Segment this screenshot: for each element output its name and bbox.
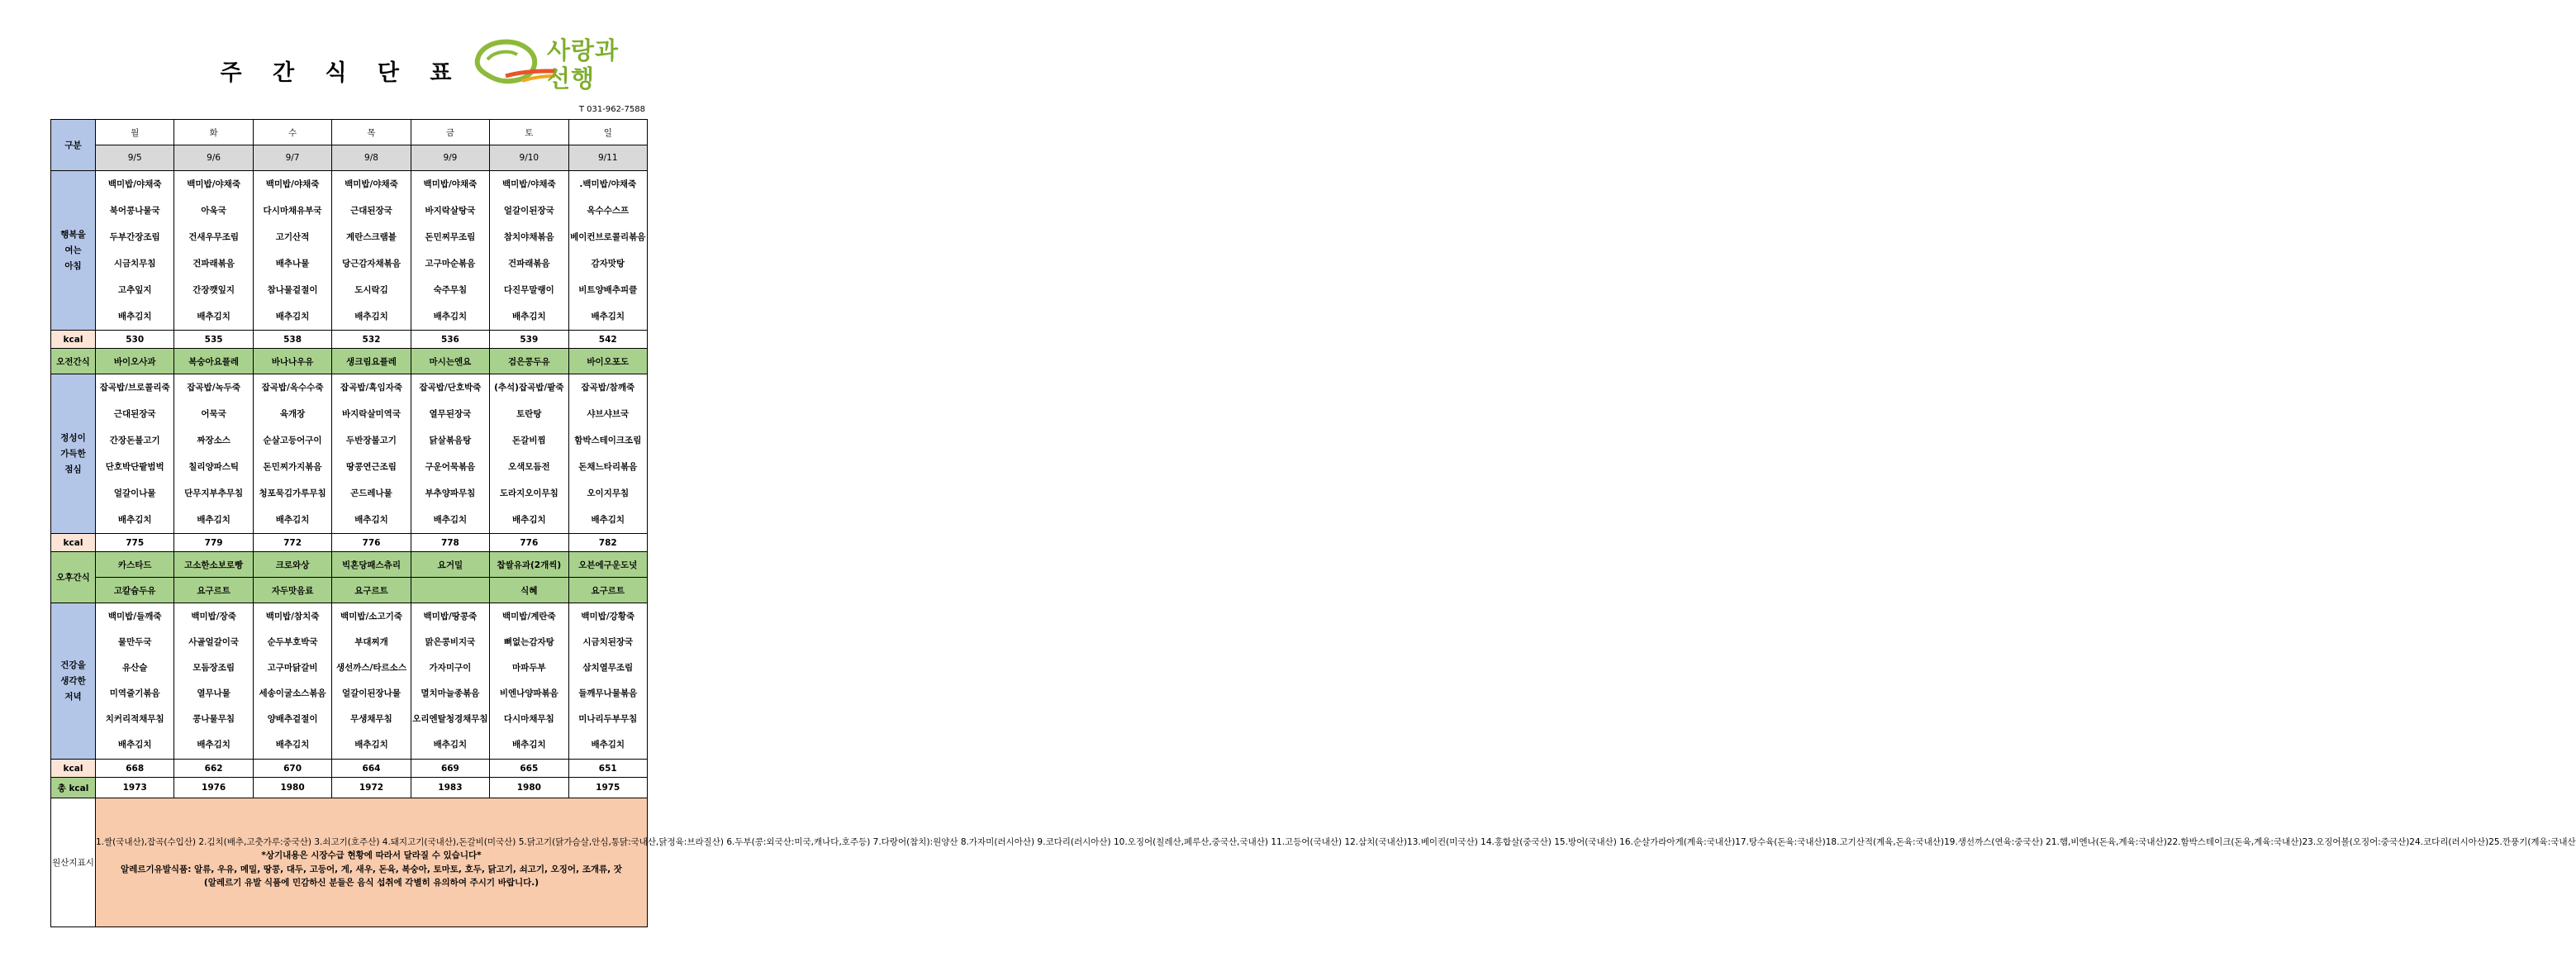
lunch-day-cell [332, 374, 411, 534]
dinner-kcal-value: 668 [96, 760, 174, 778]
breakfast-menu-item: 참치야채볶음 [503, 231, 554, 242]
day-header: 금 [411, 120, 489, 145]
lunch-menu-item: 근대된장국 [113, 408, 156, 419]
origin-notice1: *상기내용은 시장수급 현황에 따라서 달라질 수 있습니다* [261, 850, 482, 860]
breakfast-menu-item: 건파래볶음 [192, 258, 235, 269]
lunch-menu-item: 돈민찌가지볶음 [263, 461, 322, 472]
lunch-menu-item: 배추김치 [512, 514, 546, 525]
total-kcal-label: 총 kcal [51, 778, 96, 798]
lunch-menu-item: 배추김치 [275, 514, 310, 525]
dinner-day-cell [411, 603, 489, 760]
lunch-menu-item: 어묵국 [201, 408, 226, 419]
lunch-label: 정성이 가득한 점심 [51, 374, 96, 534]
lunch-kcal-value: 775 [96, 534, 174, 552]
breakfast-menu-item: 배추김치 [197, 311, 231, 322]
date-header: 9/10 [490, 145, 568, 171]
pm-snack-item: 크로와상 [253, 552, 331, 578]
lunch-menu-item: 칠리양파스틱 [188, 461, 240, 472]
pm-snack-item: 빅혼당패스츄리 [332, 552, 411, 578]
dinner-menu-item: 양배추겉절이 [267, 714, 318, 724]
pm-snack-item: 찹쌀유과(2개씩) [490, 552, 568, 578]
dinner-menu-item: 가자미구이 [429, 663, 472, 673]
am-snack-item: 바나나우유 [253, 349, 331, 374]
breakfast-menu-item: 감자맛탕 [591, 258, 625, 269]
date-header: 9/11 [568, 145, 647, 171]
breakfast-menu-item: 배추김치 [433, 311, 468, 322]
breakfast-menu-item: 베이컨브로콜리볶음 [570, 231, 646, 242]
dinner-kcal-value: 664 [332, 760, 411, 778]
breakfast-kcal-value: 532 [332, 331, 411, 349]
origin-label: 원산지표시 [51, 798, 96, 927]
lunch-menu-item: 바지락살미역국 [341, 408, 401, 419]
breakfast-menu-item: 건새우무조림 [188, 231, 240, 242]
origin-text: 1.쌀(국내산),잡곡(수입산) 2.김치(배추,고춧가루:중국산) 3.쇠고기(호주산) 4.돼지고기(국내산),돈갈비(미국산) 5.닭고기(닭가슴살,안심,통닭:국내산,닭정육:브라질산) 6.두부(콩:외국산:미국,캐나다,호주등) 7.다랑어(참치):원양산 8.가자미(러시아산) 9.코다리(러시아산) 10.오징어(칠레산,페루산,중국산,국내산) 11.고등어(국내산) 12.삼치(국내산)13.베이컨(미국산) 14.홍합살(중국산) 15.방어(국내산) 16.순살가라아게(계육:국내산)17.탕수육(돈육:국내산)18.고기산적(계육,돈육:국내산)19.생선까스(연육:중국산) 21.햄,비엔나(돈육,계육:국내산)22.함박스테이크(돈육,계육:국내산)23.오징어볼(오징어:중국산)24.코다리(러시아산)25.깐풍기(계육:국내산 [96, 836, 2576, 847]
lunch-menu-item: 돈갈비찜 [512, 435, 546, 445]
breakfast-menu-item: 고기산적 [275, 231, 310, 242]
lunch-menu-item: 잡곡밥/옥수수죽 [261, 382, 324, 393]
lunch-day-cell [174, 374, 253, 534]
breakfast-menu-item: 간장깻잎지 [192, 284, 235, 295]
breakfast-menu-item: 근대된장국 [350, 205, 392, 216]
lunch-menu-item: 잡곡밥/브로콜리죽 [99, 382, 170, 393]
breakfast-kcal-label: kcal [51, 331, 96, 349]
breakfast-menu-item: 아욱국 [201, 205, 226, 216]
lunch-menu-item: 단무지부추무침 [184, 488, 244, 498]
dinner-menu-item: 유산슬 [121, 663, 148, 673]
am-snack-item: 검은콩두유 [490, 349, 568, 374]
lunch-menu-item: 열무된장국 [429, 408, 472, 419]
breakfast-label: 행복을 여는 아침 [51, 171, 96, 331]
dinner-day-cell [253, 603, 331, 760]
breakfast-menu-item: 고구마순볶음 [425, 258, 476, 269]
page-title: 주 간 식 단 표 [220, 60, 463, 86]
lunch-menu-item: 함박스테이크조림 [574, 435, 642, 445]
dinner-kcal-value: 669 [411, 760, 489, 778]
dinner-menu-item: 배추김치 [117, 740, 152, 750]
date-header: 9/7 [253, 145, 331, 171]
am-snack-label: 오전간식 [51, 349, 96, 374]
breakfast-day-cell [174, 171, 253, 331]
total-kcal-value: 1975 [568, 778, 647, 798]
dinner-menu-item: 백미밥/들깨죽 [107, 612, 162, 622]
breakfast-day-cell [332, 171, 411, 331]
dinner-menu-item: 멸치마늘종볶음 [421, 688, 480, 698]
dinner-kcal-value: 662 [174, 760, 253, 778]
dinner-menu-item: 미역줄기볶음 [109, 688, 160, 698]
total-kcal-value: 1973 [96, 778, 174, 798]
lunch-kcal-value: 779 [174, 534, 253, 552]
date-header: 9/8 [332, 145, 411, 171]
breakfast-menu-item: 계란스크램블 [346, 231, 397, 242]
dinner-menu-item: 마파두부 [512, 663, 546, 673]
date-header: 9/9 [411, 145, 489, 171]
lunch-menu-item: 배추김치 [117, 514, 152, 525]
day-header: 수 [253, 120, 331, 145]
lunch-menu-item: 닭살볶음탕 [429, 435, 472, 445]
lunch-kcal-value: 772 [253, 534, 331, 552]
dinner-menu-item: 시금치된장국 [582, 637, 634, 647]
breakfast-menu-item: 고추잎지 [117, 284, 152, 295]
pm-snack-item: 식혜 [490, 578, 568, 603]
day-header: 일 [568, 120, 647, 145]
breakfast-day-cell [568, 171, 647, 331]
breakfast-menu-item: 배추나물 [275, 258, 310, 269]
lunch-kcal-value: 778 [411, 534, 489, 552]
lunch-menu-item: 잡곡밥/단호박죽 [419, 382, 482, 393]
lunch-menu-item: 오이지무침 [587, 488, 630, 498]
pm-snack-item: 요구르트 [174, 578, 253, 603]
dinner-menu-item: 부대찌개 [354, 637, 388, 647]
dinner-menu-item: 열무나물 [197, 688, 231, 698]
am-snack-item: 바이오사과 [96, 349, 174, 374]
dinner-menu-item: 미나리두부무침 [578, 714, 638, 724]
am-snack-item: 생크림요플레 [332, 349, 411, 374]
origin-notice3: (알레르기 유발 식품에 민감하신 분들은 음식 섭취에 각별히 유의하여 주시기 바랍니다.) [203, 878, 539, 888]
dinner-menu-item: 다시마채무침 [503, 714, 554, 724]
dinner-label: 건강을 생각한 저녁 [51, 603, 96, 760]
breakfast-menu-item: 백미밥/야채죽 [107, 179, 162, 189]
breakfast-kcal-value: 536 [411, 331, 489, 349]
pm-snack-item: 요구르트 [332, 578, 411, 603]
breakfast-kcal-value: 538 [253, 331, 331, 349]
breakfast-menu-item: 두부간장조림 [109, 231, 160, 242]
dinner-menu-item: 뼈없는감자탕 [503, 637, 554, 647]
breakfast-menu-item: 백미밥/야채죽 [345, 179, 398, 189]
breakfast-day-cell [96, 171, 174, 331]
pm-snack-item: 자두맛음료 [253, 578, 331, 603]
breakfast-menu-item: 배추김치 [354, 311, 388, 322]
breakfast-menu-item: 백미밥/야채죽 [501, 179, 556, 189]
lunch-kcal-value: 776 [490, 534, 568, 552]
lunch-menu-item: 배추김치 [197, 514, 231, 525]
breakfast-menu-item: 당근감자채볶음 [341, 258, 401, 269]
dinner-menu-item: 고구마닭갈비 [267, 663, 318, 673]
logo-text: 사랑과 선행 [547, 36, 620, 93]
dinner-kcal-value: 651 [568, 760, 647, 778]
breakfast-menu-item: 숙주무침 [433, 284, 468, 295]
lunch-menu-item: 구운어묵볶음 [425, 461, 476, 472]
breakfast-menu-item: 비트양배추피클 [578, 284, 638, 295]
lunch-menu-item: 샤브샤브국 [587, 408, 630, 419]
dinner-menu-item: 배추김치 [354, 740, 388, 750]
lunch-menu-item: 청포묵김가루무침 [259, 488, 326, 498]
lunch-menu-item: 배추김치 [433, 514, 468, 525]
lunch-menu-item: 오색모듬전 [507, 461, 550, 472]
am-snack-item: 마시는엔요 [411, 349, 489, 374]
am-snack-item: 복숭아요플레 [174, 349, 253, 374]
breakfast-menu-item: 다진무말랭이 [503, 284, 554, 295]
breakfast-menu-item: 참나물겉절이 [267, 284, 318, 295]
breakfast-menu-item: 배추김치 [275, 311, 310, 322]
total-kcal-value: 1972 [332, 778, 411, 798]
breakfast-menu-item: 배추김치 [117, 311, 152, 322]
pm-snack-label: 오후간식 [51, 552, 96, 603]
lunch-menu-item: 얼갈이나물 [113, 488, 156, 498]
lunch-menu-item: 잡곡밥/참깨죽 [581, 382, 635, 393]
breakfast-menu-item: 얼갈이된장국 [503, 205, 554, 216]
lunch-menu-item: 짜장소스 [197, 435, 231, 445]
total-kcal-value: 1976 [174, 778, 253, 798]
breakfast-day-cell [411, 171, 489, 331]
origin-info [96, 798, 2576, 927]
pm-snack-item: 요구르트 [568, 578, 647, 603]
breakfast-menu-item: 배추김치 [512, 311, 546, 322]
lunch-day-cell [490, 374, 568, 534]
dinner-day-cell [568, 603, 647, 760]
total-kcal-value: 1980 [253, 778, 331, 798]
pm-snack-item: 요거밀 [411, 552, 489, 578]
lunch-menu-item: 잡곡밥/녹두죽 [187, 382, 240, 393]
breakfast-menu-item: 옥수수스프 [587, 205, 630, 216]
lunch-menu-item: 곤드레나물 [350, 488, 392, 498]
dinner-kcal-value: 670 [253, 760, 331, 778]
lunch-menu-item: 배추김치 [591, 514, 625, 525]
day-header: 토 [490, 120, 568, 145]
dinner-menu-item: 치커리적채무침 [105, 714, 164, 724]
dinner-menu-item: 생선까스/타르소스 [335, 663, 406, 673]
lunch-day-cell [568, 374, 647, 534]
breakfast-day-cell [490, 171, 568, 331]
am-snack-item: 바이오포도 [568, 349, 647, 374]
lunch-menu-item: 도라지오이무침 [499, 488, 558, 498]
pm-snack-item: 오븐에구운도넛 [568, 552, 647, 578]
dinner-menu-item: 물만두국 [117, 637, 152, 647]
dinner-menu-item: 배추김치 [275, 740, 310, 750]
lunch-kcal-label: kcal [51, 534, 96, 552]
lunch-menu-item: 땅콩연근조림 [346, 461, 397, 472]
lunch-menu-item: 돈채느타리볶음 [578, 461, 638, 472]
dinner-menu-item: 콩나물무침 [192, 714, 235, 724]
dinner-menu-item: 세송이굴소스볶음 [259, 688, 326, 698]
dinner-menu-item: 배추김치 [512, 740, 546, 750]
breakfast-menu-item: 다시마채유부국 [263, 205, 322, 216]
breakfast-menu-item: 백미밥/야채죽 [423, 179, 478, 189]
lunch-menu-item: 간장돈불고기 [109, 435, 160, 445]
day-header: 목 [332, 120, 411, 145]
dinner-menu-item: 무생채무침 [350, 714, 392, 724]
dinner-menu-item: 순두부호박국 [267, 637, 318, 647]
day-header: 월 [96, 120, 174, 145]
dinner-menu-item: 백미밥/장죽 [191, 612, 236, 622]
dinner-day-cell [332, 603, 411, 760]
phone-number: T 031-962-7588 [578, 105, 645, 114]
origin-notice2: 알레르기유발식품: 알류, 우유, 메밀, 땅콩, 대두, 고등어, 게, 새우, 돈육, 복숭아, 토마토, 호두, 닭고기, 쇠고기, 오징어, 조개류, 잣 [121, 864, 622, 874]
lunch-menu-item: 부추양파무침 [425, 488, 476, 498]
dinner-menu-item: 얼갈이된장나물 [341, 688, 401, 698]
breakfast-kcal-value: 539 [490, 331, 568, 349]
dinner-menu-item: 사골얼갈이국 [188, 637, 240, 647]
dinner-day-cell [174, 603, 253, 760]
lunch-menu-item: 육개장 [279, 408, 306, 419]
breakfast-day-cell [253, 171, 331, 331]
dinner-menu-item: 오리엔탈청경채무침 [412, 714, 488, 724]
dinner-menu-item: 모듬장조림 [192, 663, 235, 673]
date-header: 9/5 [96, 145, 174, 171]
date-header: 9/6 [174, 145, 253, 171]
dinner-menu-item: 백미밥/계란죽 [501, 612, 556, 622]
dinner-kcal-value: 665 [490, 760, 568, 778]
breakfast-menu-item: 시금치무침 [113, 258, 156, 269]
dinner-menu-item: 백미밥/참치죽 [265, 612, 320, 622]
dinner-menu-item: 삼치열무조림 [582, 663, 634, 673]
dinner-menu-item: 백미밥/땅콩죽 [423, 612, 478, 622]
breakfast-kcal-value: 535 [174, 331, 253, 349]
lunch-menu-item: (추석)잡곡밥/팥죽 [494, 382, 564, 393]
breakfast-menu-item: 돈민찌무조림 [425, 231, 476, 242]
dinner-menu-item: 백미밥/강황죽 [581, 612, 635, 622]
breakfast-menu-item: 배추김치 [591, 311, 625, 322]
breakfast-menu-item: 백미밥/야채죽 [265, 179, 320, 189]
pm-snack-item: 고소한소보로빵 [174, 552, 253, 578]
lunch-menu-item: 두반장불고기 [346, 435, 397, 445]
breakfast-menu-item: 건파래볶음 [507, 258, 550, 269]
dinner-day-cell [96, 603, 174, 760]
dinner-menu-item: 비엔나양파볶음 [499, 688, 558, 698]
dinner-kcal-label: kcal [51, 760, 96, 778]
breakfast-menu-item: .백미밥/야채죽 [579, 179, 637, 189]
breakfast-menu-item: 도시락김 [354, 284, 388, 295]
lunch-menu-item: 단호박단팥범벅 [105, 461, 164, 472]
dinner-menu-item: 들깨무나물볶음 [578, 688, 638, 698]
lunch-menu-item: 토란탕 [516, 408, 542, 419]
breakfast-kcal-value: 542 [568, 331, 647, 349]
breakfast-kcal-value: 530 [96, 331, 174, 349]
dinner-menu-item: 백미밥/소고기죽 [340, 612, 402, 622]
pm-snack-item: 고칼슘두유 [96, 578, 174, 603]
lunch-day-cell [411, 374, 489, 534]
dinner-menu-item: 배추김치 [591, 740, 625, 750]
day-header: 화 [174, 120, 253, 145]
breakfast-menu-item: 백미밥/야채죽 [187, 179, 240, 189]
lunch-menu-item: 배추김치 [354, 514, 388, 525]
total-kcal-value: 1983 [411, 778, 489, 798]
breakfast-menu-item: 북어콩나물국 [109, 205, 160, 216]
lunch-day-cell [96, 374, 174, 534]
dinner-menu-item: 맑은콩비지국 [425, 637, 476, 647]
total-kcal-value: 1980 [490, 778, 568, 798]
category-header: 구분 [51, 120, 96, 171]
pm-snack-item [411, 578, 489, 603]
lunch-menu-item: 잡곡밥/흑임자죽 [340, 382, 402, 393]
lunch-kcal-value: 776 [332, 534, 411, 552]
dinner-day-cell [490, 603, 568, 760]
lunch-kcal-value: 782 [568, 534, 647, 552]
dinner-menu-item: 배추김치 [197, 740, 231, 750]
dinner-menu-item: 배추김치 [433, 740, 468, 750]
lunch-menu-item: 순살고등어구이 [263, 435, 322, 445]
breakfast-menu-item: 바지락살탕국 [425, 205, 476, 216]
weekly-menu-table [50, 119, 2576, 927]
lunch-day-cell [253, 374, 331, 534]
pm-snack-item: 카스타드 [96, 552, 174, 578]
